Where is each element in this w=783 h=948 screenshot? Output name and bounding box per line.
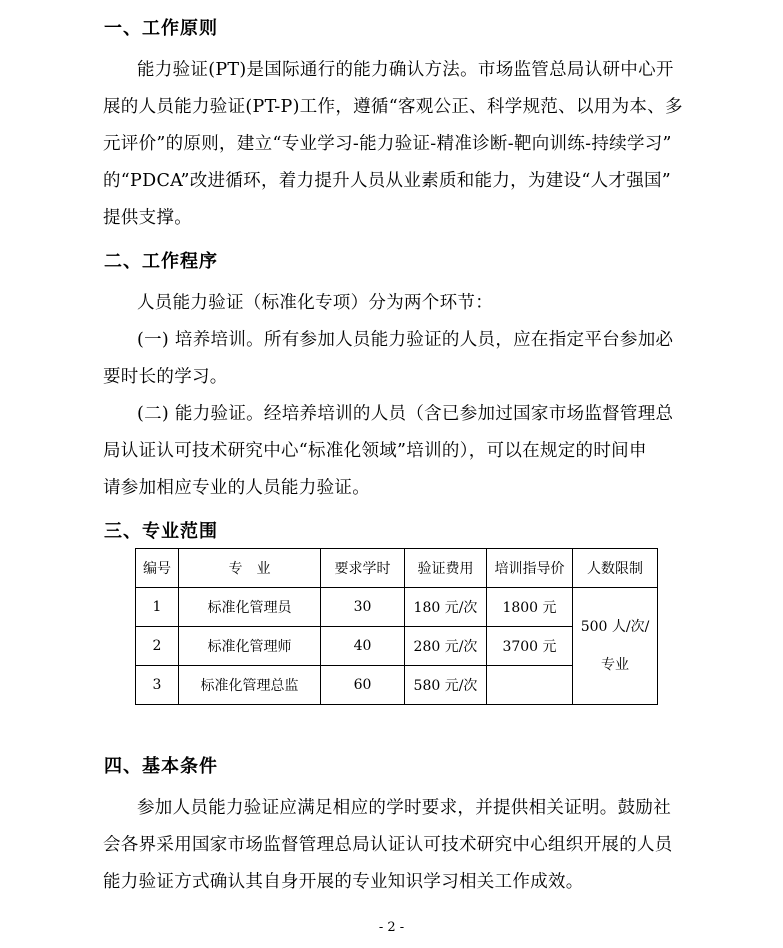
section-4-line-1: 参加人员能力验证应满足相应的学时要求，并提供相关证明。鼓励社 [137, 798, 671, 818]
section-1-heading: 一、工作原则 [104, 18, 218, 39]
section-1-line-4: 的“PDCA”改进循环，着力提升人员从业素质和能力，为建设“人才强国” [103, 171, 672, 191]
section-4-line-2: 会各界采用国家市场监督管理总局认证认可技术研究中心组织开展的人员 [103, 835, 673, 855]
row-training-price: 1800 元 [487, 588, 573, 627]
row-number: 3 [136, 666, 179, 705]
row-major: 标准化管理师 [179, 627, 321, 666]
row-hours: 30 [321, 588, 405, 627]
row-fee: 180 元/次 [405, 588, 487, 627]
section-2-item-2-line-1: (二) 能力验证。经培养培训的人员（含已参加过国家市场监督管理总 [137, 404, 674, 424]
section-3-heading: 三、专业范围 [104, 521, 218, 542]
row-number: 2 [136, 627, 179, 666]
limit-line-1: 500 人/次/ [580, 619, 650, 635]
header-fee: 验证费用 [405, 549, 487, 588]
section-2-item-1-line-2: 要时长的学习。 [103, 367, 228, 387]
major-scope-table [135, 548, 658, 705]
section-2-item-1-line-1: (一) 培养培训。所有参加人员能力验证的人员，应在指定平台参加必 [137, 330, 674, 350]
section-2-intro: 人员能力验证（标准化专项）分为两个环节： [137, 293, 493, 313]
row-fee: 580 元/次 [405, 666, 487, 705]
section-4-heading: 四、基本条件 [104, 756, 218, 777]
header-training-price: 培训指导价 [487, 549, 573, 588]
header-limit: 人数限制 [573, 549, 658, 588]
limit-line-2: 专业 [601, 657, 629, 673]
section-2-heading: 二、工作程序 [104, 251, 218, 272]
section-1-line-5: 提供支撑。 [103, 208, 192, 228]
header-hours: 要求学时 [321, 549, 405, 588]
section-1-line-3: 元评价”的原则，建立“专业学习-能力验证-精准诊断-靶向训练-持续学习” [103, 134, 672, 154]
table-header-row [136, 549, 658, 588]
row-major: 标准化管理总监 [179, 666, 321, 705]
row-major: 标准化管理员 [179, 588, 321, 627]
table-row [136, 588, 658, 627]
limit-cell [573, 588, 658, 705]
row-number: 1 [136, 588, 179, 627]
row-hours: 60 [321, 666, 405, 705]
row-fee: 280 元/次 [405, 627, 487, 666]
section-4-line-3: 能力验证方式确认其自身开展的专业知识学习相关工作成效。 [103, 872, 584, 892]
row-training-price: 3700 元 [487, 627, 573, 666]
section-1-line-2: 展的人员能力验证(PT-P)工作，遵循“客观公正、科学规范、以用为本、多 [103, 97, 683, 117]
page-number: - 2 - [378, 920, 405, 935]
section-2-item-2-line-3: 请参加相应专业的人员能力验证。 [103, 478, 370, 498]
row-hours: 40 [321, 627, 405, 666]
section-1-line-1: 能力验证(PT)是国际通行的能力确认方法。市场监管总局认研中心开 [137, 60, 674, 80]
row-training-price [487, 666, 573, 705]
header-number: 编号 [136, 549, 179, 588]
header-major: 专 业 [179, 549, 321, 588]
section-2-item-2-line-2: 局认证认可技术研究中心“标准化领域”培训的），可以在规定的时间申 [103, 441, 647, 461]
